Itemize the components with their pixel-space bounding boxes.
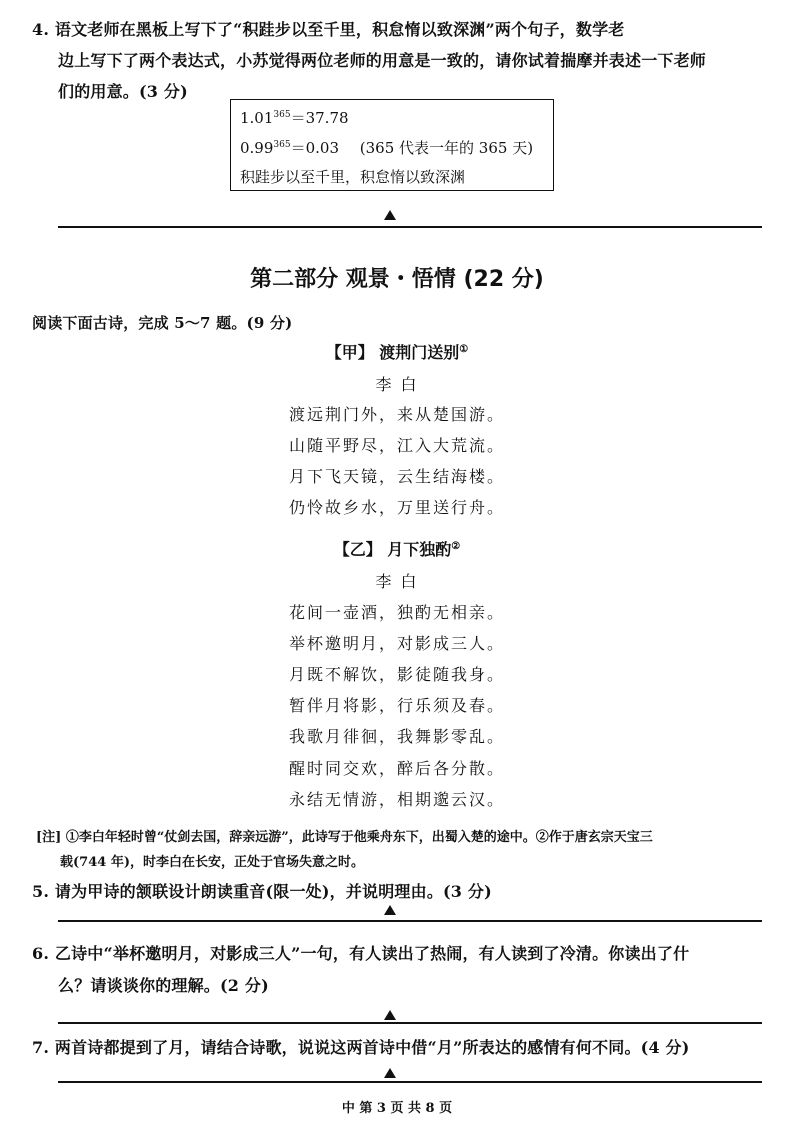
- poem-b-label: 【乙】 月下独酌: [333, 540, 452, 559]
- q4-line-2: 边上写下了两个表达式，小苏觉得两位老师的用意是一致的，请你试着揣摩并表述一下老师: [58, 51, 707, 70]
- formula-2: [240, 137, 533, 158]
- poem-b-line: 花间一壶酒，独酌无相亲。: [288, 603, 505, 622]
- answer-line[interactable]: [58, 1081, 762, 1083]
- note-line-2: 载(744 年)，时李白在长安，正处于官场失意之时。: [60, 855, 364, 870]
- poem-a-line: 月下飞天镜，云生结海楼。: [288, 467, 505, 486]
- q5-text: 5. 请为甲诗的颔联设计朗读重音(限一处)，并说明理由。(3 分): [32, 882, 492, 901]
- formula-2-exponent: 365: [273, 140, 291, 150]
- formula-2-base: 0.99: [240, 139, 274, 157]
- formula-box: [230, 99, 554, 191]
- q7-text: 7. 两首诗都提到了月，请结合诗歌，说说这两首诗中借“月”所表达的感情有何不同。(4 分): [32, 1038, 690, 1057]
- poem-a-line: 山随平野尽，江入大荒流。: [288, 436, 505, 455]
- formula-2-result: ＝0.03: [290, 139, 339, 157]
- formula-2-note: (365 代表一年的 365 天): [359, 139, 534, 157]
- formula-1: [240, 107, 349, 128]
- poem-a-line: 渡远荆门外，来从楚国游。: [288, 405, 505, 424]
- answer-line[interactable]: [58, 920, 762, 922]
- poem-a-line: 仍怜故乡水，万里送行舟。: [288, 498, 505, 517]
- poem-b-title: [0, 537, 794, 560]
- answer-marker-triangle-icon: [384, 905, 396, 915]
- poem-a-title: [0, 340, 794, 363]
- section-title: 第二部分 观景・悟情 (22 分): [250, 267, 544, 292]
- formula-1-base: 1.01: [240, 109, 274, 127]
- answer-marker-triangle-icon: [384, 1068, 396, 1078]
- poem-b-line: 举杯邀明月，对影成三人。: [288, 634, 505, 653]
- poem-b-line: 月既不解饮，影徒随我身。: [288, 665, 505, 684]
- reading-intro: 阅读下面古诗，完成 5～7 题。(9 分): [32, 314, 293, 332]
- q4-line-1: 4. 语文老师在黑板上写下了“积跬步以至千里，积怠惰以致深渊”两个句子，数学老: [32, 20, 625, 39]
- answer-line[interactable]: [58, 226, 762, 228]
- poem-b-line: 永结无情游，相期邈云汉。: [288, 790, 505, 809]
- poem-a-note-mark: ①: [459, 344, 469, 355]
- poem-b-line: 暂伴月将影，行乐须及春。: [288, 696, 505, 715]
- poem-b-note-mark: ②: [451, 541, 461, 552]
- answer-line[interactable]: [58, 1022, 762, 1024]
- page-footer: 中 第 3 页 共 8 页: [341, 1101, 453, 1116]
- poem-b-line: 醒时同交欢，醉后各分散。: [288, 759, 505, 778]
- poem-a-label: 【甲】 渡荆门送别: [325, 343, 460, 362]
- poem-b-line: 我歌月徘徊，我舞影零乱。: [288, 727, 505, 746]
- q6-line-1: 6. 乙诗中“举杯邀明月，对影成三人”一句，有人读出了热闹，有人读到了冷清。你读出了什: [32, 944, 690, 963]
- answer-marker-triangle-icon: [384, 210, 396, 220]
- q4-line-3: 们的用意。(3 分): [58, 82, 188, 101]
- note-line-1: [注] ①李白年轻时曾“仗剑去国，辞亲远游”，此诗写于他乘舟东下，出蜀入楚的途中。②作于唐玄宗天宝三: [36, 830, 653, 845]
- poem-a-author: 李 白: [375, 375, 419, 394]
- formula-3: 积跬步以至千里，积怠惰以致深渊: [240, 168, 466, 186]
- poem-b-author: 李 白: [375, 572, 419, 591]
- formula-1-exponent: 365: [273, 110, 291, 120]
- q6-line-2: 么？请谈谈你的理解。(2 分): [58, 976, 269, 995]
- formula-1-result: ＝37.78: [290, 109, 349, 127]
- answer-marker-triangle-icon: [384, 1010, 396, 1020]
